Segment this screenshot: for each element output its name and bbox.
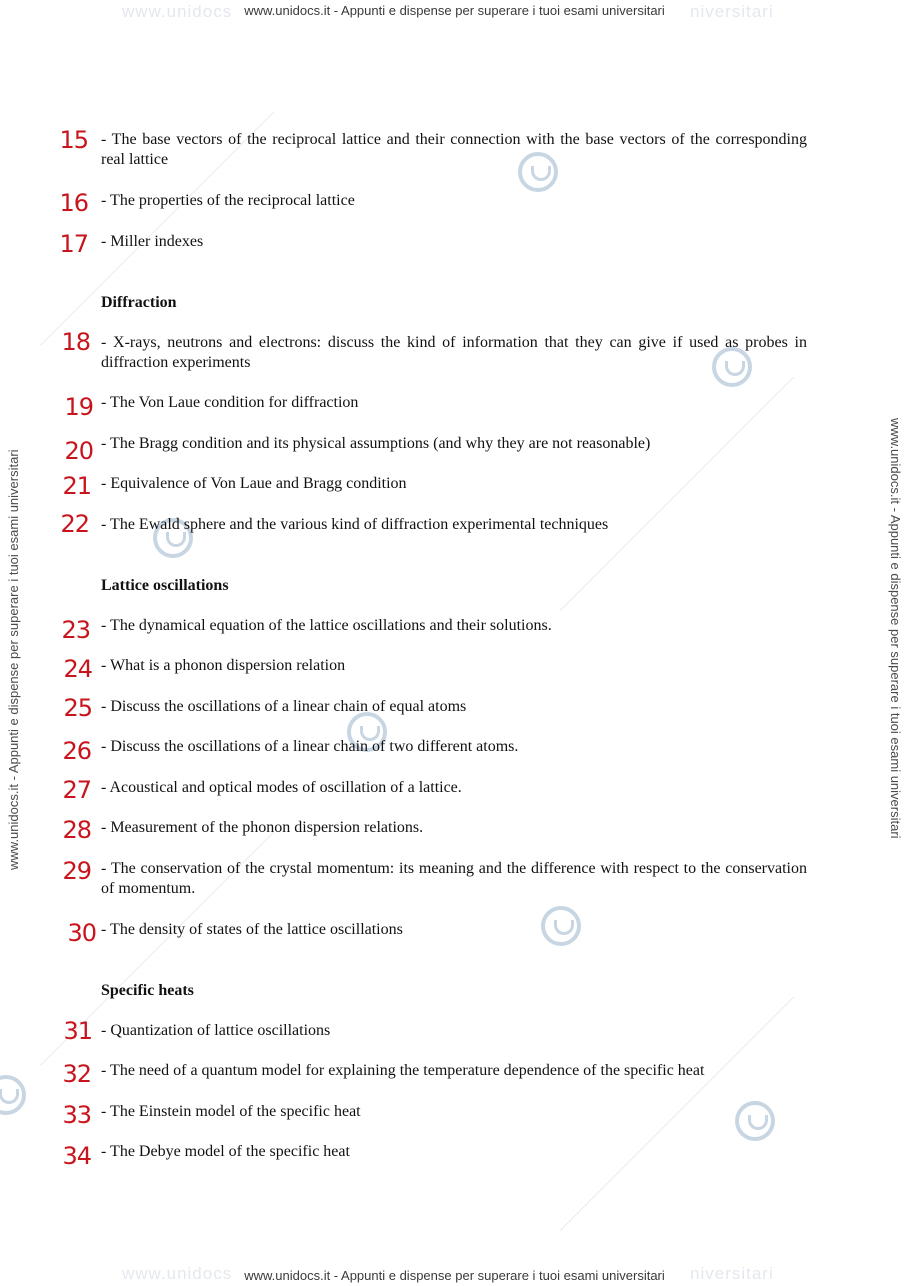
question-item: - The Debye model of the specific heat xyxy=(101,1143,350,1160)
question-item: - Discuss the oscillations of a linear chain of two different atoms. xyxy=(101,738,519,755)
handwritten-number: 27 xyxy=(62,776,91,804)
handwritten-number: 32 xyxy=(62,1060,91,1088)
question-item: - Miller indexes xyxy=(101,233,204,250)
question-item: - The dynamical equation of the lattice oscillations and their solutions. xyxy=(101,617,552,634)
question-item: - The base vectors of the reciprocal lattice and their connection with the base vectors of the corresponding real lattice xyxy=(101,131,807,168)
handwritten-number: 31 xyxy=(63,1017,92,1045)
right-side-watermark: www.unidocs.it - Appunti e dispense per superare i tuoi esami universitari xyxy=(888,418,903,839)
question-item: - The Von Laue condition for diffraction xyxy=(101,394,359,411)
handwritten-number: 26 xyxy=(62,737,91,765)
section-heading: Specific heats xyxy=(101,982,194,999)
question-item: - Discuss the oscillations of a linear chain of equal atoms xyxy=(101,698,467,715)
question-item: - Quantization of lattice oscillations xyxy=(101,1022,331,1039)
handwritten-number: 22 xyxy=(60,510,89,538)
handwritten-number: 25 xyxy=(63,694,92,722)
question-item: - Equivalence of Von Laue and Bragg condition xyxy=(101,475,407,492)
handwritten-number: 20 xyxy=(64,437,93,465)
question-item: - Acoustical and optical modes of oscillation of a lattice. xyxy=(101,779,462,796)
question-item: - X-rays, neutrons and electrons: discuss the kind of information that they can give if used as probes in diffraction experiments xyxy=(101,334,807,371)
question-item: - The density of states of the lattice oscillations xyxy=(101,921,403,938)
faint-watermark-header-right: niversitari xyxy=(690,2,774,21)
handwritten-number: 15 xyxy=(59,126,88,154)
header-watermark: www.unidocs.it - Appunti e dispense per superare i tuoi esami universitari xyxy=(244,3,665,18)
footer-watermark: www.unidocs.it - Appunti e dispense per superare i tuoi esami universitari xyxy=(244,1268,665,1283)
watermark-logo-icon xyxy=(0,1075,26,1115)
question-item: - The need of a quantum model for explaining the temperature dependence of the specific heat xyxy=(101,1062,705,1079)
handwritten-number: 30 xyxy=(67,919,96,947)
question-item: - The Ewald sphere and the various kind of diffraction experimental techniques xyxy=(101,516,609,533)
handwritten-number: 34 xyxy=(62,1142,91,1170)
handwritten-number: 16 xyxy=(59,189,88,217)
question-item: - The properties of the reciprocal lattice xyxy=(101,192,355,209)
section-heading: Diffraction xyxy=(101,294,177,311)
handwritten-number: 17 xyxy=(59,230,88,258)
question-item: - What is a phonon dispersion relation xyxy=(101,657,346,674)
faint-watermark-header: www.unidocs xyxy=(122,2,233,21)
question-item: - The conservation of the crystal momentum: its meaning and the difference with respect to the conservation of momentum. xyxy=(101,860,807,897)
handwritten-number: 18 xyxy=(61,328,90,356)
faint-watermark-footer: www.unidocs xyxy=(122,1264,233,1283)
question-item: - Measurement of the phonon dispersion relations. xyxy=(101,819,424,836)
handwritten-number: 24 xyxy=(63,655,92,683)
handwritten-number: 28 xyxy=(62,816,91,844)
left-side-watermark: www.unidocs.it - Appunti e dispense per superare i tuoi esami universitari xyxy=(6,449,21,870)
handwritten-number: 29 xyxy=(62,857,91,885)
handwritten-number: 19 xyxy=(64,393,93,421)
handwritten-number: 33 xyxy=(62,1101,91,1129)
faint-watermark-footer-right: niversitari xyxy=(690,1264,774,1283)
question-item: - The Bragg condition and its physical assumptions (and why they are not reasonable) xyxy=(101,435,651,452)
handwritten-number: 21 xyxy=(62,472,91,500)
question-item: - The Einstein model of the specific heat xyxy=(101,1103,361,1120)
handwritten-number: 23 xyxy=(61,616,90,644)
section-heading: Lattice oscillations xyxy=(101,577,229,594)
